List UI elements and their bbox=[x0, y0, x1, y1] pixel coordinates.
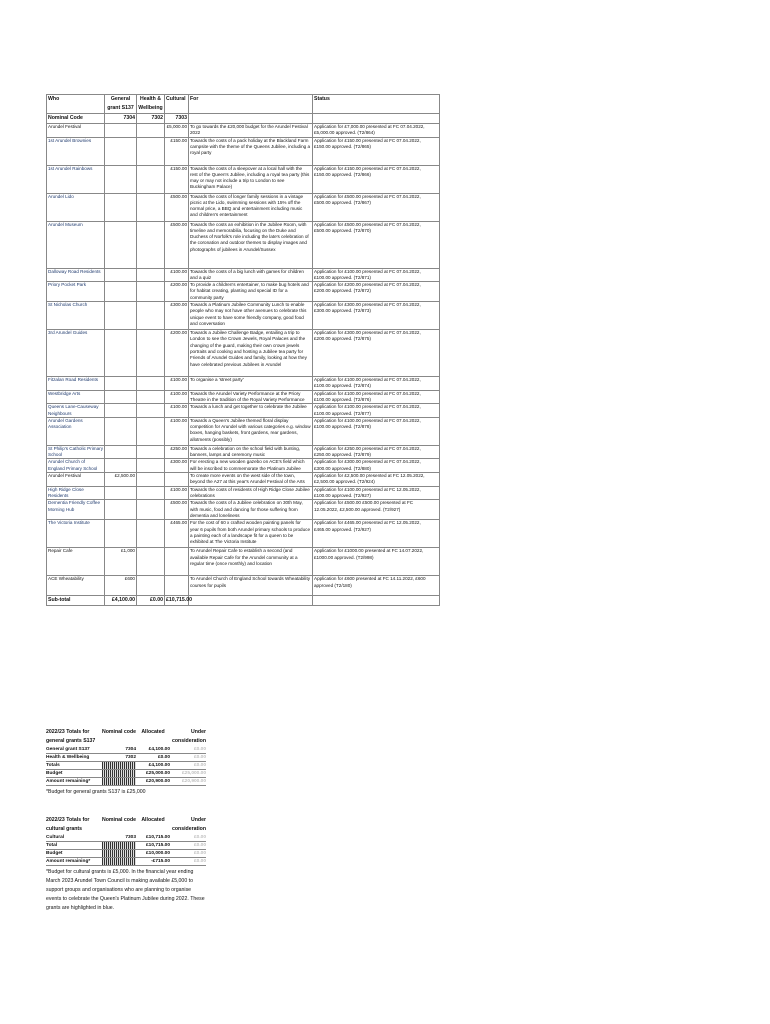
cultural_table-row-under: £0.00 bbox=[170, 858, 206, 866]
row-cultural: £300.00 bbox=[165, 459, 189, 473]
row-status: Application for £1000.00 presented at FC 14.07.2022, £1000.00 approved. (T2/998) bbox=[313, 548, 440, 576]
row-who: Dalloway Road Residents bbox=[47, 268, 105, 282]
grant-row bbox=[47, 417, 440, 445]
grant-row bbox=[47, 500, 440, 520]
row-for: Towards the costs of longer family sessions in a vintage picnic at the Lido, swimming sessions with 15% off the normal price, a BBQ and entertainment including music and children's entertainment bbox=[189, 193, 313, 221]
general-grants-summary bbox=[46, 728, 206, 797]
row-health bbox=[137, 445, 165, 459]
grant-row bbox=[47, 390, 440, 404]
ct-col-alloc: Allocated bbox=[141, 817, 165, 823]
row-for: Towards a Jubilee Challenge Badge, entailing a trip to London to see the Crown Jewels, Royal Palaces and the changing of the guard, making their own crown jewels portraits and cooking and hosting a Jubilee tea party for Friends of Arundel Guides and family, looking at how they have celebrated previous Jubilees in Arundel bbox=[189, 330, 313, 377]
grant-row bbox=[47, 282, 440, 302]
row-for: Towards the costs of a big lunch with games for children and a quiz bbox=[189, 268, 313, 282]
row-general-grant bbox=[105, 390, 137, 404]
row-general-grant bbox=[105, 445, 137, 459]
row-who: 1st Arundel Brownies bbox=[47, 137, 105, 165]
row-cultural: £500.00 bbox=[165, 221, 189, 268]
row-for: Towards a Queen's Jubilee themed floral display competition for Arundel with various categories e.g. window boxes, hanging baskets, front gardens, rear gardens, allotments (possibly) bbox=[189, 417, 313, 445]
cultural_table-row-code bbox=[102, 842, 136, 850]
subtotal-label: Sub-total bbox=[47, 596, 105, 606]
row-status: Application for £500.00 presented at FC 07.04.2022, £500.00 approved. (T2/870) bbox=[313, 221, 440, 268]
header-for: For bbox=[189, 95, 313, 114]
nominal-cu: 7303 bbox=[165, 114, 189, 124]
grant-row bbox=[47, 445, 440, 459]
row-who: Arundel Gardens Association bbox=[47, 417, 105, 445]
nominal-row bbox=[47, 114, 440, 124]
row-general-grant bbox=[105, 302, 137, 330]
row-cultural: £100.00 bbox=[165, 486, 189, 500]
row-for: Towards the costs an exhibition in the Jubilee Room, with timeline and memorabilia, focusing on the Duke and Duchess of Norfolk's role including the late's celebration of the coronation and outdoor themes to display images and photographs of jubilees in Arundel/Sussex bbox=[189, 221, 313, 268]
row-general-grant bbox=[105, 520, 137, 548]
grant-row bbox=[47, 137, 440, 165]
row-who: 3rd Arundel Guides bbox=[47, 330, 105, 377]
row-cultural: £200.00 bbox=[165, 330, 189, 377]
row-for: To create more events on the west side of the town, beyond the A27 at this year's Arundel Festival of the Arts bbox=[189, 473, 313, 487]
row-for: Towards the Arundel Variety Performance at the Priory Theatre in the tradition of the Royal Variety Performance bbox=[189, 390, 313, 404]
grant-row bbox=[47, 473, 440, 487]
row-general-grant bbox=[105, 404, 137, 418]
grants_table-row-code bbox=[102, 762, 136, 770]
row-health bbox=[137, 193, 165, 221]
grant-row bbox=[47, 221, 440, 268]
grants_table-row-under: £25,000.00 bbox=[170, 770, 206, 778]
row-for: Towards a celebration on the school field with bunting, banners, lamps and ceremony music bbox=[189, 445, 313, 459]
row-status: Application for £250.00 presented at FC 07.04.2022, £250.00 approved. (T2/879) bbox=[313, 445, 440, 459]
row-status: Application for £150.00 presented at FC 07.04.2022, £150.00 approved. (T2/865) bbox=[313, 137, 440, 165]
row-who: St Philip's Catholic Primary School bbox=[48, 445, 103, 458]
row-cultural bbox=[165, 576, 189, 596]
row-cultural: £150.00 bbox=[165, 137, 189, 165]
row-status: Application for £100.00 presented at FC 07.04.2022, £100.00 approved. (T2/878) bbox=[313, 417, 440, 445]
row-general-grant bbox=[105, 459, 137, 473]
row-general-grant bbox=[105, 377, 137, 391]
row-health bbox=[137, 576, 165, 596]
row-who: Repair Cafe bbox=[47, 548, 105, 576]
row-who: High Ridge Close Residents bbox=[47, 486, 105, 500]
row-status: Application for £300.00 presented at FC 07.04.2022, £200.00 approved. (T2/875) bbox=[313, 330, 440, 377]
subtotal-row bbox=[47, 596, 440, 606]
row-who: Arundel Festival bbox=[47, 473, 105, 487]
row-cultural: £100.00 bbox=[165, 417, 189, 445]
subtotal-hw: £0.00 bbox=[137, 596, 165, 606]
cultural_table-row-under: £0.00 bbox=[170, 834, 206, 842]
row-who: The Victoria Institute bbox=[47, 520, 105, 548]
row-health bbox=[137, 330, 165, 377]
row-health bbox=[137, 268, 165, 282]
grant-row bbox=[47, 330, 440, 377]
grants_table-row-label: Amount remaining* bbox=[46, 778, 102, 786]
cultural_table-row-label: Total bbox=[46, 842, 102, 850]
gt-col-code: Nominal code bbox=[102, 729, 137, 735]
row-cultural: £500.00 bbox=[165, 500, 189, 520]
gt-note: *Budget for general grants S137 is £25,000 bbox=[46, 789, 146, 795]
row-health bbox=[137, 302, 165, 330]
row-status: Application for £100.00 presented at FC 07.04.2022, £100.00 approved. (T2/871) bbox=[313, 268, 440, 282]
subtotal-gg: £4,100.00 bbox=[105, 596, 137, 606]
row-for: To Arundel Church of England School towards Wheatability courses for pupils bbox=[189, 576, 313, 596]
row-cultural: £100.00 bbox=[165, 404, 189, 418]
gt-col-alloc: Allocated bbox=[141, 729, 165, 735]
row-cultural: £300.00 bbox=[165, 302, 189, 330]
grant-row bbox=[47, 165, 440, 193]
grants_table-row-alloc: £25,000.00 bbox=[136, 770, 170, 778]
row-health bbox=[137, 377, 165, 391]
nominal-gg: 7304 bbox=[105, 114, 137, 124]
row-status: Application for £500.00 presented at FC 07.04.2022, £500.00 approved. (T2/867) bbox=[313, 193, 440, 221]
ct-col-under: Under consideration bbox=[171, 817, 206, 832]
grants_table-row-under: £20,900.00 bbox=[170, 778, 206, 786]
cultural_table-row-label: Amount remaining* bbox=[46, 858, 102, 866]
row-for: For the cost of 60 x crafted wooden painting panels for year 6 pupils from both Arundel primary schools to produce a painting each of a landscape fit for a queen to be exhibited at The Victoria Institute bbox=[189, 520, 313, 548]
row-for: For erecting a new wooden gazebo on ACE's field which will be inscribed to commemorate the Platinum Jubilee bbox=[189, 459, 313, 473]
row-cultural: £100.00 bbox=[165, 390, 189, 404]
row-general-grant bbox=[105, 486, 137, 500]
row-for: To Arundel Repair Cafe to establish a second (and available Repair Cafe for the Arundel community at a regular time (once monthly) and location bbox=[189, 548, 313, 576]
row-for: Towards a Platinum Jubilee Community Lunch to enable people who may not have other avenues to celebrate this unique event to have some friendly company, good food and conversation bbox=[189, 302, 313, 330]
cultural_table-row-label: Budget bbox=[46, 850, 102, 858]
subtotal-cu: £10,715.00 bbox=[165, 596, 189, 606]
row-general-grant bbox=[105, 417, 137, 445]
cultural_table-row-alloc: £10,000.00 bbox=[136, 850, 170, 858]
row-status: Application for £500.00 £500.00 presented at FC 12.05.2022, £2,500.00 approved. (T2/927) bbox=[313, 500, 440, 520]
row-who: Queens Lane-Causeway Neighbours bbox=[47, 404, 105, 418]
row-status: Application for £200.00 presented at FC 07.04.2022, £200.00 approved. (T2/872) bbox=[313, 282, 440, 302]
grants_table-row-alloc: £0.00 bbox=[136, 754, 170, 762]
row-general-grant bbox=[105, 268, 137, 282]
grant-row bbox=[47, 520, 440, 548]
grants_table-row-alloc: £4,100.00 bbox=[136, 746, 170, 754]
header-general-grant: General grant S137 bbox=[105, 95, 137, 114]
grant-row bbox=[47, 548, 440, 576]
cultural_table-row-under: £0.00 bbox=[170, 850, 206, 858]
ct-note: *Budget for cultural grants is £5,000. In the financial year ending March 2023 Arundel Town Council is making available £5,000 to support groups and organisations who are planning to organise events to celebrate the Queen's Platinum Jubilee during 2022. These grants are highlighted in blue. bbox=[46, 869, 205, 911]
row-health bbox=[137, 404, 165, 418]
row-status: Application for £465.00 presented at FC 12.05.2022, £465.00 approved. (T2/927) bbox=[313, 520, 440, 548]
grants_table-row-under: £0.00 bbox=[170, 746, 206, 754]
row-general-grant bbox=[105, 124, 137, 138]
row-who: Arundel Lido bbox=[47, 193, 105, 221]
grants_table-row-under: £0.00 bbox=[170, 762, 206, 770]
row-general-grant: £600 bbox=[105, 576, 137, 596]
row-for: To go towards the £20,000 budget for the Arundel Festival 2022 bbox=[189, 124, 313, 138]
grant-row bbox=[47, 302, 440, 330]
ct-col-code: Nominal code bbox=[102, 817, 137, 823]
row-health bbox=[137, 221, 165, 268]
nominal-label: Nominal Code bbox=[47, 114, 105, 124]
cultural_table-row-code bbox=[102, 858, 136, 866]
row-for: Towards a lunch and get together to celebrate the Jubilee bbox=[189, 404, 313, 418]
row-status: Application for £100.00 presented at FC 07.04.2022, £100.00 approved. (T2/874) bbox=[313, 377, 440, 391]
row-cultural: £465.00 bbox=[165, 520, 189, 548]
cultural_table-row-code bbox=[102, 850, 136, 858]
row-general-grant bbox=[105, 221, 137, 268]
cultural_table-row-alloc: £10,715.00 bbox=[136, 842, 170, 850]
row-who: Dementia Friendly Coffee Morning Hub bbox=[47, 500, 105, 520]
grant-row bbox=[47, 193, 440, 221]
row-who: 1st Arundel Rainbows bbox=[47, 165, 105, 193]
row-cultural: £200.00 bbox=[165, 282, 189, 302]
cultural_table-row-under: £0.00 bbox=[170, 842, 206, 850]
grant-row bbox=[47, 377, 440, 391]
cultural_table-row-alloc: -£715.00 bbox=[136, 858, 170, 866]
grants_table-row-label: General grant S137 bbox=[46, 746, 102, 754]
row-health bbox=[137, 390, 165, 404]
row-for: To provide a children's entertainer, to make bug hotels and for habitat creating, planting and special ID for a community party bbox=[189, 282, 313, 302]
gt-col-under: Under consideration bbox=[171, 729, 206, 744]
header-row bbox=[47, 95, 440, 114]
row-status: Application for £150.00 presented at FC 07.04.2022, £150.00 approved. (T2/866) bbox=[313, 165, 440, 193]
row-cultural: £250.00 bbox=[165, 445, 189, 459]
row-status: Application for £300.00 presented at FC 07.04.2022, £300.00 approved. (T2/880) bbox=[313, 459, 440, 473]
header-health: Health & Wellbeing bbox=[137, 95, 165, 114]
row-cultural: £100.00 bbox=[165, 268, 189, 282]
header-cultural: Cultural bbox=[165, 95, 189, 114]
row-general-grant: £2,500.00 bbox=[105, 473, 137, 487]
row-who: Arundel Festival bbox=[47, 124, 105, 138]
row-cultural bbox=[165, 548, 189, 576]
row-general-grant bbox=[105, 137, 137, 165]
row-health bbox=[137, 548, 165, 576]
row-general-grant bbox=[105, 330, 137, 377]
row-general-grant bbox=[105, 282, 137, 302]
grant-row bbox=[47, 404, 440, 418]
cultural-grants-summary bbox=[46, 816, 206, 913]
grant-row bbox=[47, 124, 440, 138]
row-for: To organise a 'street party' bbox=[189, 377, 313, 391]
row-who: Arundel Museum bbox=[47, 221, 105, 268]
row-general-grant bbox=[105, 500, 137, 520]
row-health bbox=[137, 500, 165, 520]
grant-row bbox=[47, 459, 440, 473]
row-health bbox=[137, 165, 165, 193]
row-cultural: £100.00 bbox=[165, 377, 189, 391]
row-cultural: £5,000.00 bbox=[165, 124, 189, 138]
row-status: Application for £300.00 presented at FC 07.04.2022, £300.00 approved. (T2/873) bbox=[313, 302, 440, 330]
row-who: Priory Pocket Park bbox=[47, 282, 105, 302]
row-status: Application for £100.00 presented at FC 07.04.2022, £100.00 approved. (T2/877) bbox=[313, 404, 440, 418]
grants_table-row-label: Budget bbox=[46, 770, 102, 778]
grant-row bbox=[47, 576, 440, 596]
grants_table-row-under: £0.00 bbox=[170, 754, 206, 762]
row-status: Application for £2,500.00 presented at FC 12.05.2022, £2,500.00 approved. (T2/924) bbox=[313, 473, 440, 487]
row-for: Towards the costs of a sleepover at a local hall with the rest of the Queen's Jubilee, including a royal tea party (this may or may not include a trip to London to see Buckingham Palace) bbox=[189, 165, 313, 193]
grants_table-row-label: Health & Wellbeing bbox=[46, 754, 102, 762]
row-general-grant: £1,000 bbox=[105, 548, 137, 576]
cultural_table-row-alloc: £10,715.00 bbox=[136, 834, 170, 842]
row-status: Application for £600 presented at FC 14.11.2022, £600 approved (T2/180) bbox=[313, 576, 440, 596]
row-for: Towards the costs of residents of High Ridge Close Jubilee celebrations bbox=[189, 486, 313, 500]
row-status: Application for £7,000.00 presented at FC 07.04.2022, £5,000.00 approved. (T2/864) bbox=[313, 124, 440, 138]
row-health bbox=[137, 417, 165, 445]
grants_table-row-label: Totals bbox=[46, 762, 102, 770]
header-who: Who bbox=[47, 95, 105, 114]
row-health bbox=[137, 137, 165, 165]
row-who: Fitzalan Road Residents bbox=[47, 377, 105, 391]
grants_table-row-code bbox=[102, 778, 136, 786]
header-status: Status bbox=[313, 95, 440, 114]
row-for: Towards the costs of a Jubilee celebration on 30th May, with music, food and dancing for those suffering from dementia and loneliness bbox=[189, 500, 313, 520]
cultural_table-row-label: Cultural bbox=[46, 834, 102, 842]
grants_table-row-code: 7304 bbox=[102, 746, 136, 754]
cultural_table-row-code: 7303 bbox=[102, 834, 136, 842]
row-health bbox=[137, 459, 165, 473]
row-cultural: £150.00 bbox=[165, 165, 189, 193]
row-health bbox=[137, 473, 165, 487]
grants-table bbox=[46, 94, 440, 606]
row-health bbox=[137, 282, 165, 302]
row-health bbox=[137, 486, 165, 500]
row-for: Towards the costs of a pack holiday at the Blackland Farm campsite with the theme of the Queens Jubilee, including a royal party bbox=[189, 137, 313, 165]
row-general-grant bbox=[105, 165, 137, 193]
row-health bbox=[137, 520, 165, 548]
grant-row bbox=[47, 268, 440, 282]
row-cultural bbox=[165, 473, 189, 487]
row-status: Application for £100.00 presented at FC 12.05.2022, £100.00 approved. (T2/927) bbox=[313, 486, 440, 500]
row-who: Westbridge Arts bbox=[47, 390, 105, 404]
row-who: St Nicholas Church bbox=[47, 302, 105, 330]
row-who: ACE Wheatability bbox=[47, 576, 105, 596]
gt-title: 2022/23 Totals for general grants S137 bbox=[46, 729, 96, 744]
row-cultural: £500.00 bbox=[165, 193, 189, 221]
grant-row bbox=[47, 486, 440, 500]
row-health bbox=[137, 124, 165, 138]
ct-title: 2022/23 Totals for cultural grants bbox=[46, 817, 90, 832]
nominal-hw: 7302 bbox=[137, 114, 165, 124]
row-status: Application for £100.00 presented at FC 07.04.2022, £100.00 approved. (T2/876) bbox=[313, 390, 440, 404]
row-who: Arundel Church of England Primary School bbox=[47, 459, 105, 473]
grants_table-row-alloc: £4,100.00 bbox=[136, 762, 170, 770]
grants_table-row-alloc: £20,900.00 bbox=[136, 778, 170, 786]
grants_table-row-code bbox=[102, 770, 136, 778]
row-general-grant bbox=[105, 193, 137, 221]
grants_table-row-code: 7302 bbox=[102, 754, 136, 762]
